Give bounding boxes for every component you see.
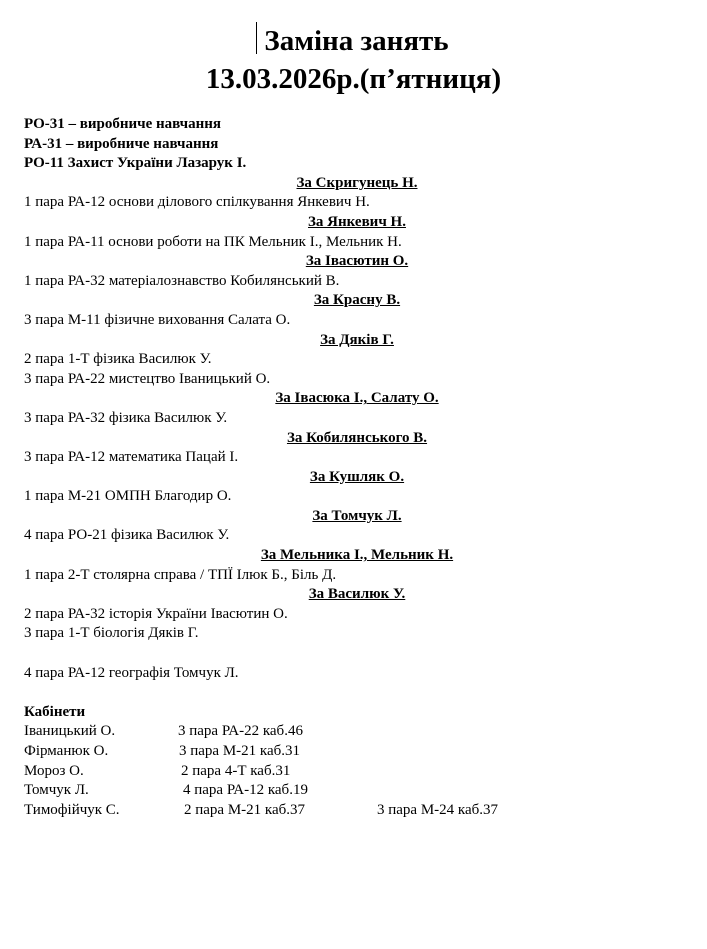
cabinet-teacher: Фірманюк О.: [24, 743, 109, 759]
substitution-line: 3 пара РА-32 фізика Василюк У.: [24, 409, 228, 426]
cabinet-assignment: 3 пара М-21 каб.31: [179, 743, 301, 759]
cabinets-title: Кабінети: [24, 703, 86, 720]
cabinet-assignment: 2 пара М-21 каб.37: [184, 801, 306, 818]
cabinet-row: [24, 722, 694, 742]
cabinet-row: [24, 801, 694, 821]
substitution-line: 1 пара М-21 ОМПН Благодир О.: [24, 488, 232, 505]
substitution-header: За Кобилянського В.: [286, 429, 428, 446]
substitution-header: За Красну В.: [313, 292, 401, 309]
spacer: [24, 683, 694, 703]
cabinet-row: [24, 781, 694, 801]
substitution-line: 3 пара РА-12 математика Пацай І.: [24, 449, 239, 466]
page-title: Заміна занять: [264, 25, 449, 57]
cabinet-teacher: Мороз О.: [24, 762, 84, 779]
cabinet-assignment-2: 3 пара М-24 каб.37: [377, 801, 499, 818]
notice-line: РО-11 Захист України Лазарук І.: [24, 155, 247, 172]
cabinet-row: [24, 742, 694, 762]
cabinet-assignment: 2 пара 4-Т каб.31: [181, 762, 291, 779]
substitution-header: За Янкевич Н.: [308, 213, 406, 230]
substitution-line: 1 пара 2-Т столярна справа / ТПЇ Ілюк Б., Біль Д.: [24, 566, 337, 583]
cabinet-assignment: 4 пара РА-12 каб.19: [183, 782, 308, 799]
substitution-line: 1 пара РА-12 основи ділового спілкування Янкевич Н.: [24, 194, 370, 211]
notice-line: РА-31 – виробниче навчання: [24, 135, 219, 152]
blank-line: [24, 644, 694, 664]
substitution-line: 1 пара РА-32 матеріалознавство Кобилянський В.: [24, 272, 340, 289]
substitution-header: За Мельника І., Мельник Н.: [260, 547, 454, 564]
substitution-line: 4 пара РА-12 географія Томчук Л.: [24, 664, 239, 681]
substitution-line: 1 пара РА-11 основи роботи на ПК Мельник І., Мельник Н.: [24, 233, 402, 250]
substitution-header: За Василюк У.: [308, 586, 406, 603]
page-date: 13.03.2026р.(п’ятниця): [205, 63, 502, 95]
substitution-header: За Томчук Л.: [312, 507, 402, 524]
substitution-header: За Дяків Г.: [320, 331, 394, 348]
substitution-line: 2 пара РА-32 історія України Івасютин О.: [24, 605, 288, 622]
cabinet-teacher: Іваницький О.: [24, 723, 116, 740]
substitution-header: За Кушляк О.: [309, 468, 405, 485]
substitution-header: За Івасютин О.: [305, 253, 409, 270]
document-body: [24, 115, 694, 820]
cabinet-row: [24, 762, 694, 782]
cabinet-teacher: Тимофійчук С.: [24, 801, 120, 818]
substitution-line: 4 пара РО-21 фізика Василюк У.: [24, 527, 230, 544]
substitution-line: 3 пара РА-22 мистецтво Іваницький О.: [24, 370, 271, 387]
cabinet-assignment: 3 пара РА-22 каб.46: [178, 723, 303, 740]
substitution-line: 3 пара М-11 фізичне виховання Салата О.: [24, 311, 291, 328]
notice-line: РО-31 – виробниче навчання: [24, 116, 222, 132]
substitution-header: За Івасюка І., Салату О.: [275, 390, 439, 407]
substitution-line: 3 пара 1-Т біологія Дяків Г.: [24, 625, 199, 642]
cabinet-teacher: Томчук Л.: [24, 782, 89, 799]
substitution-header: За Скригунець Н.: [296, 174, 418, 191]
substitution-line: 2 пара 1-Т фізика Василюк У.: [24, 351, 212, 368]
